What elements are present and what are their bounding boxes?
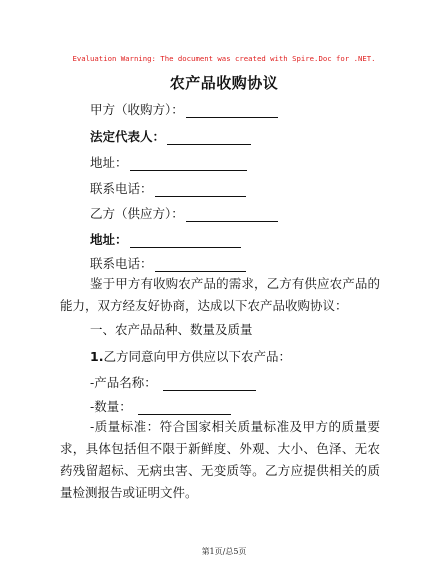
quantity-field [90, 397, 231, 415]
legal-representative-field [90, 127, 251, 145]
evaluation-warning: Evaluation Warning: The document was created with Spire.Doc for .NET. [72, 54, 376, 63]
clause-text: 乙方同意向甲方供应以下农产品： [103, 349, 291, 364]
blank-line [130, 235, 241, 248]
intro-paragraph: 鉴于甲方有收购农产品的需求，乙方有供应农产品的能力，双方经友好协商，达成以下农产品收购协议： [60, 276, 380, 313]
field-label: 法定代表人： [90, 129, 166, 144]
blank-line [155, 259, 246, 272]
document-title: 农产品收购协议 [169, 74, 279, 92]
blank-line [138, 402, 231, 415]
blank-line [186, 105, 278, 118]
section-heading: 一、农产品品种、数量及质量 [90, 322, 253, 337]
field-label: 地址： [90, 232, 128, 247]
buyer-field [90, 100, 278, 118]
field-label: 乙方（供应方）： [90, 206, 184, 221]
supplier-address-field [90, 230, 241, 248]
blank-line [167, 132, 251, 145]
buyer-phone-field [90, 179, 246, 197]
field-label: 联系电话： [90, 256, 153, 271]
clause-1 [90, 347, 291, 365]
clause-number: 1. [90, 349, 104, 364]
supplier-phone-field [90, 254, 246, 272]
field-label: -产品名称： [90, 375, 157, 390]
supplier-field [90, 204, 278, 222]
blank-line [163, 378, 256, 391]
blank-line [186, 209, 278, 222]
blank-line [155, 184, 246, 197]
field-label: -数量： [90, 399, 132, 414]
page-footer: 第1页/总5页 [201, 547, 247, 556]
product-name-field [90, 373, 256, 391]
field-label: 联系电话： [90, 181, 153, 196]
field-label: 甲方（收购方）： [90, 102, 184, 117]
field-label: 地址： [90, 155, 128, 170]
blank-line [130, 158, 247, 171]
quality-paragraph: -质量标准：符合国家相关质量标准及甲方的质量要求，具体包括但不限于新鲜度、外观、大小、色泽、无农药残留超标、无病虫害、无变质等。乙方应提供相关的质量检测报告或证明文件。 [60, 419, 380, 500]
buyer-address-field [90, 153, 247, 171]
